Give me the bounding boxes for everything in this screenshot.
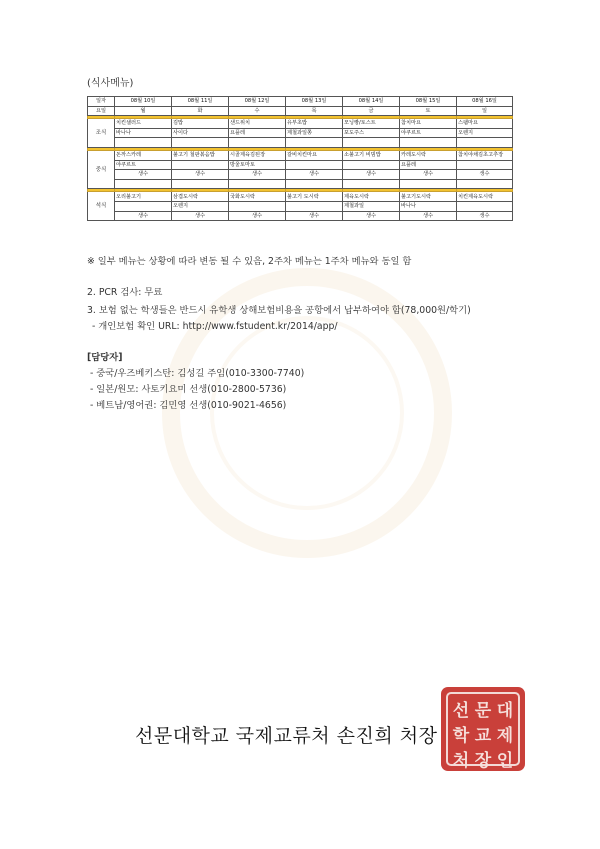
menu-cell [457,138,513,148]
meal-label: 석식 [88,192,115,221]
menu-cell: 생수 [229,170,286,180]
menu-cell: 생수 [286,170,343,180]
menu-cell: 오렌지 [457,128,513,138]
menu-cell: 08월 10일 [115,97,172,107]
menu-cell [286,138,343,148]
menu-cell [229,201,286,211]
menu-cell: 생수 [400,170,457,180]
menu-cell [457,201,513,211]
menu-cell: 생수 [343,211,400,221]
menu-cell: 일 [457,106,513,116]
menu-row [88,106,513,116]
contact-item: - 중국/우즈베키스탄: 김성길 주임(010-3300-7740) [90,368,305,379]
menu-cell: 08월 16일 [457,97,513,107]
menu-row [88,97,513,107]
menu-cell: 국화도시락 [229,192,286,202]
menu-cell: 불고기도시락 [400,192,457,202]
menu-cell: 08월 12일 [229,97,286,107]
insurance-info: 3. 보험 없는 학생들은 반드시 유학생 상해보험비용을 공항에서 납부하여야 함(78,000원/학기) [87,305,471,316]
menu-cell: 생수 [172,170,229,180]
menu-cell: 요플레 [229,128,286,138]
menu-cell: 치킨제육도시락 [457,192,513,202]
seal-character: 문 [474,701,492,721]
menu-cell: 생수 [457,211,513,221]
menu-cell: 야쿠르트 [400,128,457,138]
menu-cell: 소불고기 비빔밥 [343,150,400,160]
contact-item: - 베트남/영어권: 김민영 선생(010-9021-4656) [90,400,287,411]
menu-cell [115,138,172,148]
menu-cell: 수 [229,106,286,116]
menu-cell: 스팸마요 [457,119,513,129]
menu-cell [172,160,229,170]
seal-character: 교 [474,726,492,746]
seal-character: 제 [496,726,514,746]
signature-line: 선문대학교 국제교류처 손진희 처장 [135,725,438,747]
menu-cell: 불고기 도시락 [286,192,343,202]
meal-menu-table [87,96,513,221]
pcr-info: 2. PCR 검사: 무료 [87,287,163,298]
menu-cell: 토 [400,106,457,116]
meal-label: 조식 [88,119,115,148]
menu-cell: 제육도시락 [343,192,400,202]
menu-cell [286,201,343,211]
menu-cell: 목 [286,106,343,116]
menu-cell: 김밥 [172,119,229,129]
menu-cell: 08월 11일 [172,97,229,107]
menu-cell: 08월 13일 [286,97,343,107]
seal-character: 선 [452,701,470,721]
menu-cell: 요일 [88,106,115,116]
menu-cell: 생수 [229,211,286,221]
menu-row [88,211,513,221]
contact-item: - 일본/원모: 사토키요미 선생(010-2800-5736) [90,384,287,395]
menu-cell: 08월 14일 [343,97,400,107]
menu-cell: 카레도시락 [400,150,457,160]
menu-cell: 생수 [172,211,229,221]
menu-cell [457,160,513,170]
menu-footnote: ※ 일부 메뉴는 상황에 따라 변동 될 수 있음, 2주차 메뉴는 1주차 메뉴와 동일 함 [87,256,412,267]
menu-cell: 일자 [88,97,115,107]
menu-cell: 08월 15일 [400,97,457,107]
menu-cell: 치킨샐러드 [115,119,172,129]
menu-cell: 생수 [343,170,400,180]
menu-cell [343,179,400,189]
menu-cell: 방울토마토 [229,160,286,170]
menu-cell: 요플레 [400,160,457,170]
menu-cell: 야쿠르트 [115,160,172,170]
menu-cell: 불고기 철판볶음밥 [172,150,229,160]
menu-cell: 바나나 [115,128,172,138]
menu-cell [115,201,172,211]
menu-cell: 참치야채김초고추장 [457,150,513,160]
menu-cell: 생수 [286,211,343,221]
seal-character: 장 [474,751,492,771]
menu-cell: 제철과일 [343,201,400,211]
menu-section-title: (식사메뉴) [87,78,134,89]
menu-cell: 월 [115,106,172,116]
menu-cell: 모닝빵/토스트 [343,119,400,129]
menu-cell: 삼겹도시락 [172,192,229,202]
menu-cell: 제철과일쫑 [286,128,343,138]
menu-cell: 시골제육김된장 [229,150,286,160]
menu-cell: 오리불고기 [115,192,172,202]
menu-cell: 사이다 [172,128,229,138]
menu-cell [343,138,400,148]
menu-row [88,179,513,189]
menu-cell [343,160,400,170]
menu-cell: 바나나 [400,201,457,211]
seal-character: 인 [496,751,514,771]
menu-row [88,128,513,138]
menu-cell: 화 [172,106,229,116]
insurance-url: - 개인보험 확인 URL: http://www.fstudent.kr/2014/app/ [92,321,338,332]
official-seal [441,687,525,771]
menu-row [88,170,513,180]
menu-cell [400,138,457,148]
meal-label: 중식 [88,150,115,188]
seal-character: 학 [452,726,470,746]
menu-cell: 갈비치킨마요 [286,150,343,160]
menu-cell [172,138,229,148]
menu-row [88,192,513,202]
seal-character: 대 [496,701,514,721]
menu-cell: 유부초밥 [286,119,343,129]
menu-cell [286,179,343,189]
menu-row [88,119,513,129]
menu-cell: 생수 [400,211,457,221]
menu-row [88,201,513,211]
menu-cell [400,179,457,189]
menu-cell: 금 [343,106,400,116]
menu-cell [229,138,286,148]
contacts-title: [담당자] [87,352,123,363]
menu-row [88,138,513,148]
menu-cell: 포도주스 [343,128,400,138]
menu-cell: 생수 [115,170,172,180]
watermark-emblem-inner [210,316,404,510]
menu-row [88,160,513,170]
menu-cell [229,179,286,189]
menu-row [88,150,513,160]
menu-cell [286,160,343,170]
menu-cell: 샌드위치 [229,119,286,129]
menu-cell: 참치마요 [400,119,457,129]
seal-character: 처 [452,751,470,771]
menu-cell [115,179,172,189]
menu-cell [172,179,229,189]
menu-cell: 생수 [457,170,513,180]
menu-cell: 돈까스카레 [115,150,172,160]
menu-cell [457,179,513,189]
menu-cell: 생수 [115,211,172,221]
menu-cell: 오렌지 [172,201,229,211]
